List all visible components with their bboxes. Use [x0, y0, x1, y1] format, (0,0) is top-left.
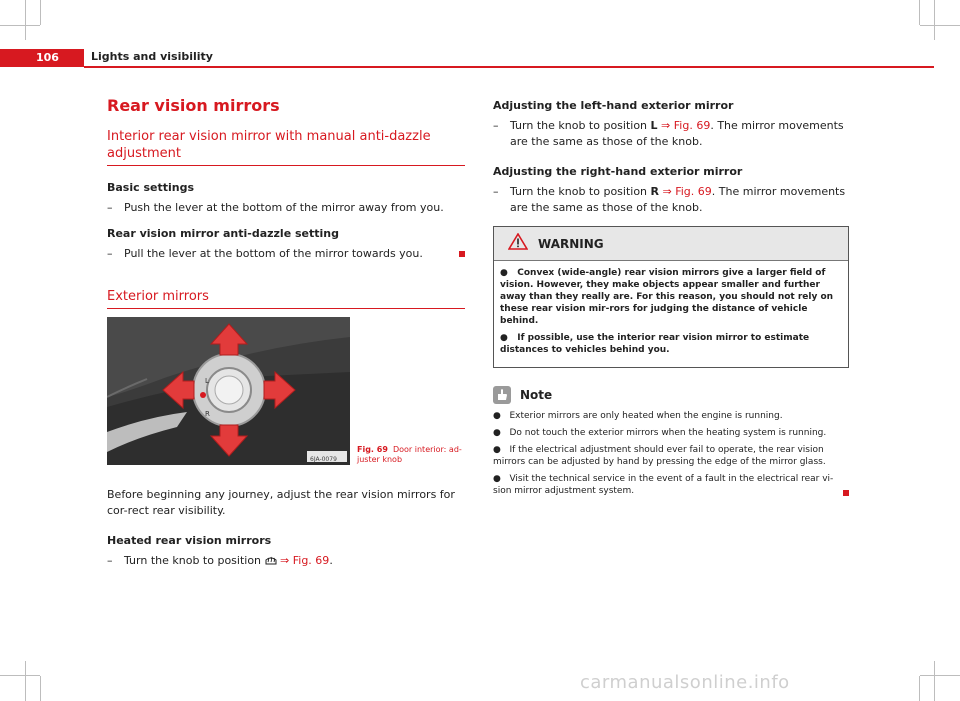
note-item: ● Do not touch the exterior mirrors when the heating system is running.: [493, 428, 827, 438]
crop-mark: [919, 0, 920, 25]
warning-body: [494, 261, 848, 367]
crop-mark: [934, 661, 935, 701]
crop-mark: [0, 25, 40, 26]
warning-box: [493, 226, 849, 368]
warning-item: ● If possible, use the interior rear vision mirror to estimate distances to vehicles behind you.: [500, 333, 810, 355]
watermark: carmanualsonline.info: [580, 672, 790, 693]
warning-header: [494, 227, 848, 261]
step: – Turn the knob to position L ⇒ Fig. 69. The mirror movements are the same as those of the knob.: [493, 119, 844, 148]
figure-reference-link[interactable]: ⇒ Fig. 69: [280, 554, 330, 567]
interior-mirror-heading: Interior rear vision mirror with manual anti-dazzle adjustment: [107, 128, 465, 166]
note-item: ● If the electrical adjustment should ever fail to operate, the rear vision mirrors can be adjusted by hand by pressing the edge of the mirror glass.: [493, 445, 826, 467]
crop-mark: [0, 675, 40, 676]
warning-icon: [508, 233, 528, 254]
crop-mark: [920, 675, 960, 676]
heated-mirrors-title: Heated rear vision mirrors: [107, 534, 272, 547]
svg-text:L: L: [205, 377, 209, 385]
step: – Push the lever at the bottom of the mirror away from you.: [107, 200, 465, 216]
basic-settings-step: Push the lever at the bottom of the mirror away from you.: [124, 201, 444, 214]
crop-mark: [40, 676, 41, 701]
antidazzle-title: Rear vision mirror anti-dazzle setting: [107, 227, 339, 240]
figure-reference-link[interactable]: ⇒ Fig. 69: [662, 185, 712, 198]
warning-item: ● Convex (wide-angle) rear vision mirrors give a larger field of vision. However, they make objects appear smaller and further away than they really are. For this reason, you should not rely on these rear vision mir-rors for judging the distance of vehicle behind.: [500, 268, 834, 326]
note-item: ● Visit the technical service in the event of a fault in the electrical rear vi-sion mirror adjustment system.: [493, 473, 849, 497]
figure-image-code: 6JA-0079: [310, 456, 337, 463]
warning-title: WARNING: [538, 236, 604, 251]
position-r: R: [650, 185, 660, 198]
section-title: Lights and visibility: [91, 50, 213, 63]
figure-image: [107, 317, 350, 465]
crop-mark: [934, 0, 935, 40]
exterior-mirrors-heading: Exterior mirrors: [107, 288, 465, 309]
step: – Turn the knob to position ⇒ Fig. 69.: [107, 553, 465, 571]
left-mirror-title: Adjusting the left-hand exterior mirror: [493, 99, 734, 112]
heated-step-text: Turn the knob to position: [124, 554, 262, 567]
position-l: L: [650, 119, 658, 132]
right-mirror-title: Adjusting the right-hand exterior mirror: [493, 165, 743, 178]
page-heading: Rear vision mirrors: [107, 96, 280, 115]
intro-text: Before beginning any journey, adjust the rear vision mirrors for cor-rect rear visibility.: [107, 488, 455, 517]
left-column: [107, 98, 465, 581]
step: – Turn the knob to position R ⇒ Fig. 69. The mirror movements are the same as those of the knob.: [493, 185, 846, 214]
section-end-mark: [843, 490, 849, 496]
antidazzle-step: Pull the lever at the bottom of the mirror towards you.: [124, 247, 423, 260]
figure-caption-text: Door interior: ad-juster knob: [357, 445, 462, 464]
basic-settings-title: Basic settings: [107, 181, 195, 194]
note-item: ● Exterior mirrors are only heated when the engine is running.: [493, 411, 783, 421]
figure-reference-link[interactable]: ⇒ Fig. 69: [661, 119, 711, 132]
right-column: [493, 98, 849, 502]
crop-mark: [25, 0, 26, 40]
note-body: [493, 410, 849, 497]
note-header: [493, 386, 849, 404]
header-rule: [84, 66, 934, 68]
crop-mark: [920, 25, 960, 26]
section-end-mark: [459, 251, 465, 257]
crop-mark: [40, 0, 41, 25]
note-icon: [493, 386, 511, 404]
svg-text:R: R: [205, 410, 210, 418]
figure-label: Fig. 69: [357, 445, 388, 454]
figure: [107, 317, 465, 465]
figure-caption: [357, 445, 465, 465]
note-title: Note: [520, 388, 553, 402]
crop-mark: [25, 661, 26, 701]
step: – Pull the lever at the bottom of the mirror towards you.: [107, 246, 465, 262]
door-adjuster-illustration: [107, 317, 350, 465]
page-number: 106: [0, 49, 84, 67]
heating-icon: [265, 555, 277, 571]
crop-mark: [919, 676, 920, 701]
